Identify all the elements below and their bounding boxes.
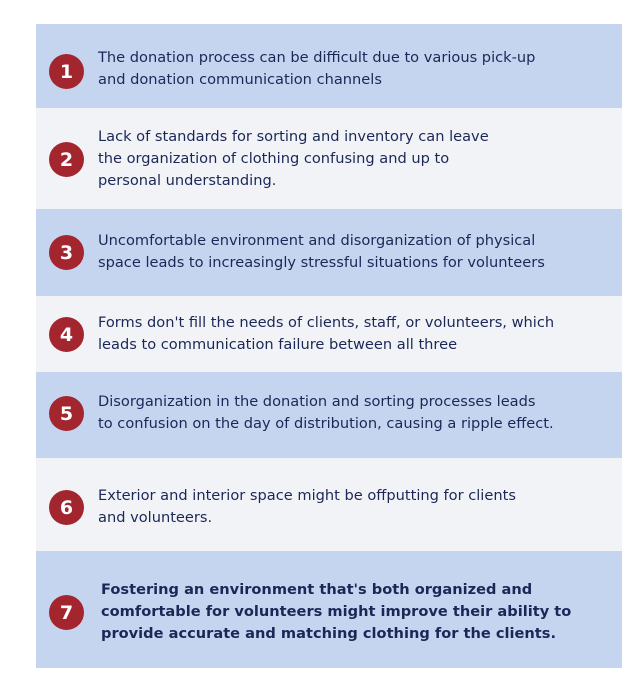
issue-text-line: leads to communication failure between all three	[98, 336, 458, 353]
issue-text-line: Uncomfortable environment and disorganization of physical	[98, 232, 536, 249]
issue-row-5	[36, 372, 622, 458]
issue-text-line: Exterior and interior space might be offputting for clients	[98, 487, 516, 504]
issue-text-line: Fostering an environment that's both organized and	[101, 581, 533, 598]
number-badge: 3	[49, 235, 84, 270]
issue-list	[36, 24, 622, 668]
issue-text-line: Lack of standards for sorting and inventory can leave	[98, 128, 489, 145]
issue-row-6	[36, 458, 622, 551]
issue-text	[98, 230, 612, 274]
number-badge: 6	[49, 490, 84, 525]
issue-text	[98, 391, 612, 435]
issue-text-line: provide accurate and matching clothing for the clients.	[101, 625, 557, 642]
number-badge: 7	[49, 595, 84, 630]
issue-row-4	[36, 296, 622, 372]
number-badge: 4	[49, 317, 84, 352]
issue-text-line: space leads to increasingly stressful situations for volunteers	[98, 254, 545, 271]
issue-row-2	[36, 108, 622, 209]
issue-text-line: to confusion on the day of distribution, causing a ripple effect.	[98, 415, 554, 432]
issue-text	[98, 485, 612, 529]
issue-text-line: Forms don't fill the needs of clients, staff, or volunteers, which	[98, 314, 555, 331]
issue-text-line: comfortable for volunteers might improve their ability to	[101, 603, 572, 620]
issue-row-7	[36, 551, 622, 668]
number-badge: 1	[49, 54, 84, 89]
issue-row-1	[36, 24, 622, 108]
issue-text-line: and donation communication channels	[98, 71, 382, 88]
issue-text-line: the organization of clothing confusing and up to	[98, 150, 450, 167]
issue-text	[98, 126, 612, 192]
issue-text-line: Disorganization in the donation and sorting processes leads	[98, 393, 536, 410]
issue-text	[98, 47, 612, 91]
issue-text	[98, 312, 612, 356]
issue-text-line: The donation process can be difficult due to various pick-up	[98, 49, 536, 66]
issue-row-3	[36, 209, 622, 296]
number-badge: 2	[49, 142, 84, 177]
issue-text	[101, 579, 612, 645]
issue-text-line: and volunteers.	[98, 509, 213, 526]
issue-text-line: personal understanding.	[98, 172, 277, 189]
number-badge: 5	[49, 396, 84, 431]
